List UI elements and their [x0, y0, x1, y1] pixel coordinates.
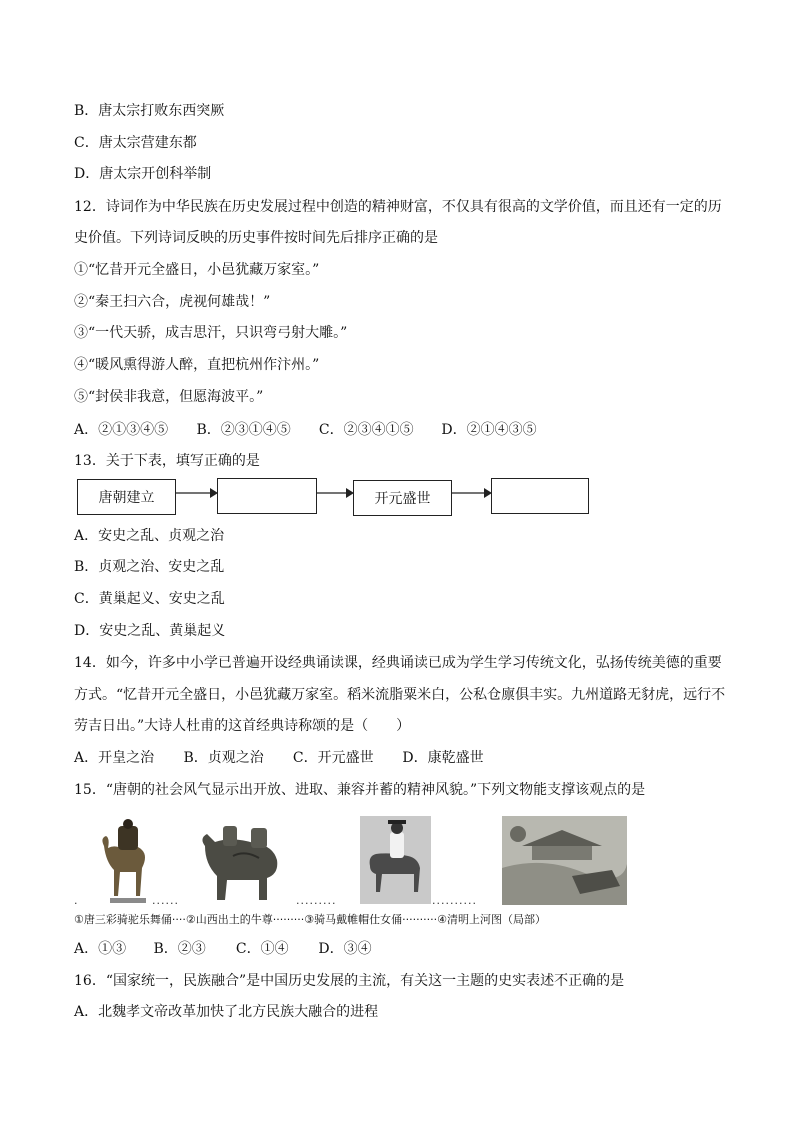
- q12-stem-line1: 12．诗词作为中华民族在历史发展过程中创造的精神财富，不仅具有很高的文学价值，而且还有一定的历: [74, 199, 722, 215]
- q16-stem: 16．“国家统一，民族融合”是中国历史发展的主流，有关这一主题的史实表述不正确的是: [74, 973, 625, 989]
- q12-option-a[interactable]: A．②①③④⑤: [74, 422, 169, 438]
- flow-box-2: [217, 478, 317, 514]
- q15-stem: 15．“唐朝的社会风气显示出开放、进取、兼容并蓄的精神风貌。”下列文物能支撑该观点的是: [74, 782, 646, 798]
- flow-arrow-2: [317, 486, 354, 500]
- q12-poem-2: ②“秦王扫六合，虎视何雄哉！”: [74, 294, 271, 310]
- ox-zun-vessel-image: [193, 816, 289, 908]
- q12-option-c[interactable]: C．②③④①⑤: [318, 422, 414, 438]
- caption-3: ③骑马戴帷帽仕女俑: [304, 913, 403, 926]
- q15-option-c[interactable]: C．①④: [235, 941, 289, 957]
- q13-option-c[interactable]: C．黄巢起义、安史之乱: [74, 591, 225, 607]
- q16-option-a[interactable]: A．北魏孝文帝改革加快了北方民族大融合的进程: [74, 1004, 379, 1020]
- q12-poem-5: ⑤“封侯非我意，但愿海波平。”: [74, 389, 264, 405]
- q12-poem-3: ③“一代天骄，成吉思汗，只识弯弓射大雕。”: [74, 325, 348, 341]
- q14-line3: 劳吉日出。”大诗人杜甫的这首经典诗称颂的是（ ）: [74, 718, 411, 734]
- figure-dots: ..........: [432, 894, 477, 907]
- q12-option-d[interactable]: D．②①④③⑤: [441, 422, 537, 438]
- q12-option-b[interactable]: B．②③①④⑤: [196, 422, 291, 438]
- caption-sep: ·········: [272, 913, 305, 926]
- q13-option-a[interactable]: A．安史之乱、贞观之治: [74, 528, 225, 544]
- q14-option-a[interactable]: A．开皇之治: [74, 750, 155, 766]
- prev-option-c: C．唐太宗营建东都: [74, 135, 197, 151]
- q15-options: [74, 939, 372, 959]
- figure-dots: ......: [152, 894, 179, 907]
- figure-captions: [74, 912, 546, 928]
- figure-dots: .: [74, 894, 79, 907]
- flow-box-4: [491, 478, 589, 514]
- prev-option-d: D．唐太宗开创科举制: [74, 166, 212, 182]
- q13-option-d[interactable]: D．安史之乱、黄巢起义: [74, 623, 226, 639]
- q13-option-b[interactable]: B．贞观之治、安史之乱: [74, 559, 225, 575]
- q12-options: [74, 420, 537, 440]
- caption-sep: ··········: [402, 913, 438, 926]
- q14-option-c[interactable]: C．开元盛世: [292, 750, 374, 766]
- camel-figurine-image: [90, 816, 156, 906]
- q15-option-a[interactable]: A．①③: [74, 941, 127, 957]
- prev-option-b: B．唐太宗打败东西突厥: [74, 103, 225, 119]
- caption-4: ④清明上河图（局部）: [437, 913, 546, 926]
- q14-line2: 方式。“忆昔开元全盛日，小邑犹藏万家室。稻米流脂粟米白，公私仓廪俱丰实。九州道路无豺虎，远行不: [74, 687, 726, 703]
- q12-poem-4: ④“暖风熏得游人醉，直把杭州作汴州。”: [74, 357, 320, 373]
- q12-stem-line2: 史价值。下列诗词反映的历史事件按时间先后排序正确的是: [74, 230, 438, 246]
- caption-1: ①唐三彩骑驼乐舞俑: [74, 913, 172, 926]
- flow-box-1: 唐朝建立: [77, 479, 176, 515]
- q14-line1: 14．如今，许多中小学已普遍开设经典诵读课，经典诵读已成为学生学习传统文化，弘扬传统美德的重要: [74, 655, 722, 671]
- q14-options: [74, 748, 484, 768]
- q13-stem: 13．关于下表，填写正确的是: [74, 453, 260, 469]
- q14-option-b[interactable]: B．贞观之治: [183, 750, 264, 766]
- flow-arrow-3: [452, 486, 492, 500]
- q14-option-d[interactable]: D．康乾盛世: [402, 750, 484, 766]
- q15-option-b[interactable]: B．②③: [153, 941, 206, 957]
- caption-sep: ····: [171, 913, 186, 926]
- q15-option-d[interactable]: D．③④: [318, 941, 372, 957]
- q12-poem-1: ①“忆昔开元全盛日，小邑犹藏万家室。”: [74, 262, 320, 278]
- flow-arrow-1: [176, 486, 218, 500]
- caption-2: ②山西出土的牛尊: [185, 913, 273, 926]
- qingming-scroll-image: [502, 816, 627, 905]
- flow-box-3: 开元盛世: [353, 480, 452, 516]
- horse-rider-figurine-image: [360, 816, 431, 904]
- figure-dots: .........: [296, 894, 337, 907]
